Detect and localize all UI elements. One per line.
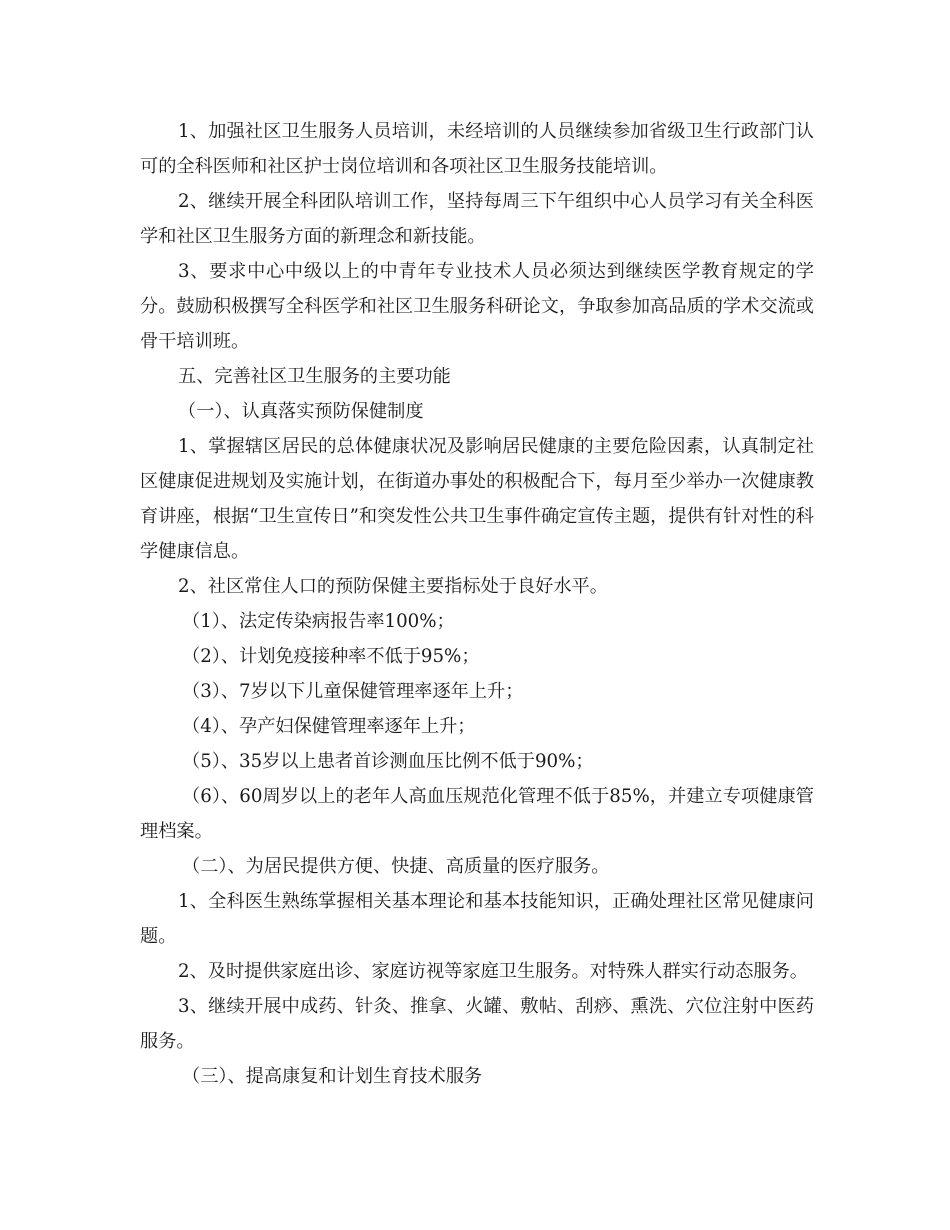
indicator-item-5: （5）、35岁以上患者首诊测血压比例不低于90%； bbox=[182, 751, 594, 772]
paragraph-prevention-1: 1、掌握辖区居民的总体健康状况及影响居民健康的主要危险因素，认真制定社区健康促进规划及实施计划，在街道办事处的积极配合下，每月至少举办一次健康教育讲座，根据“卫生宣传日”和突发性公共卫生事件确定宣传主题，提供有针对性的科学健康信息。 bbox=[140, 436, 814, 562]
section-heading-5: 五、完善社区卫生服务的主要功能 bbox=[178, 366, 451, 387]
indicator-item-6: （6）、60周岁以上的老年人高血压规范化管理不低于85%，并建立专项健康管理档案。 bbox=[140, 786, 814, 842]
subsection-heading-1: （一）、认真落实预防保健制度 bbox=[178, 401, 424, 422]
subsection-heading-3: （三）、提高康复和计划生育技术服务 bbox=[182, 1066, 483, 1087]
paragraph-prevention-2: 2、社区常住人口的预防保健主要指标处于良好水平。 bbox=[178, 576, 608, 597]
document-body bbox=[140, 114, 814, 1094]
indicator-item-3: （3）、7岁以下儿童保健管理率逐年上升； bbox=[182, 681, 524, 702]
paragraph-medical-3: 3、继续开展中成药、针灸、推拿、火罐、敷帖、刮痧、熏洗、穴位注射中医药服务。 bbox=[140, 996, 814, 1052]
subsection-heading-2: （二）、为居民提供方便、快捷、高质量的医疗服务。 bbox=[182, 856, 610, 877]
indicator-item-2: （2）、计划免疫接种率不低于95%； bbox=[182, 646, 480, 667]
paragraph-training-3: 3、要求中心中级以上的中青年专业技术人员必须达到继续医学教育规定的学分。鼓励积极撰写全科医学和社区卫生服务科研论文，争取参加高品质的学术交流或骨干培训班。 bbox=[140, 261, 814, 352]
paragraph-training-2: 2、继续开展全科团队培训工作，坚持每周三下午组织中心人员学习有关全科医学和社区卫生服务方面的新理念和新技能。 bbox=[140, 191, 814, 247]
indicator-item-1: （1）、法定传染病报告率100%； bbox=[182, 611, 455, 632]
paragraph-medical-1: 1、全科医生熟练掌握相关基本理论和基本技能知识，正确处理社区常见健康问题。 bbox=[140, 891, 814, 947]
indicator-item-4: （4）、孕产妇保健管理率逐年上升； bbox=[182, 716, 476, 737]
paragraph-medical-2: 2、及时提供家庭出诊、家庭访视等家庭卫生服务。对特殊人群实行动态服务。 bbox=[178, 961, 808, 982]
paragraph-training-1: 1、加强社区卫生服务人员培训，未经培训的人员继续参加省级卫生行政部门认可的全科医师和社区护士岗位培训和各项社区卫生服务技能培训。 bbox=[140, 121, 814, 177]
